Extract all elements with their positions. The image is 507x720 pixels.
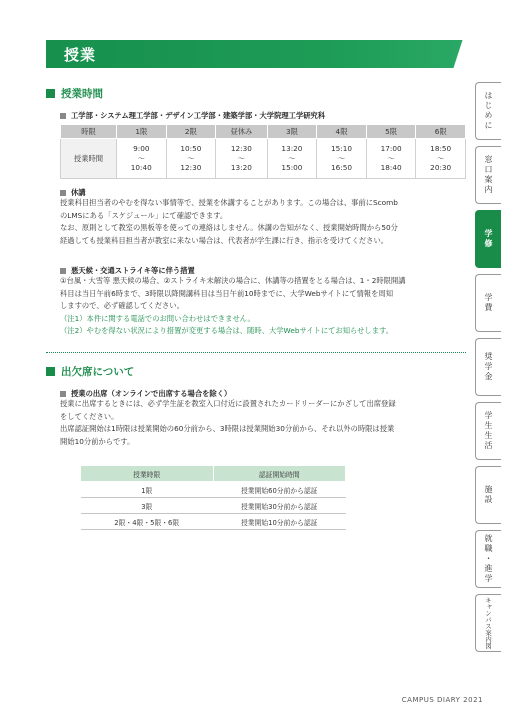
attendance-heading: 授業の出席（オンラインで出席する場合を除く）: [60, 389, 231, 399]
weather-heading: 悪天候・交通ストライキ等に伴う措置: [60, 266, 195, 276]
square-bullet-icon: [60, 391, 66, 397]
weather-note: （注1）本件に関する電話でのお問い合わせはできません。: [60, 313, 255, 323]
square-bullet-icon: [46, 367, 55, 376]
attendance-header-row: [81, 466, 346, 482]
table-row: 3限 授業開始30分前から認証: [81, 498, 346, 514]
side-tab-student-life[interactable]: 学生生活: [475, 402, 501, 460]
page-title: 授業: [64, 46, 97, 64]
timetable-header-row: [61, 125, 466, 139]
timetable-header-cell: 2限: [166, 125, 216, 139]
timetable-cell: 17:00 〜 18:40: [366, 139, 416, 179]
timetable-heading: 工学部・システム理工学部・デザイン工学部・建築学部・大学院理工学研究科: [60, 111, 325, 121]
side-tab-counter-guide[interactable]: 窓口案内: [475, 146, 501, 204]
timetable-cell: 10:50 〜 12:30: [166, 139, 216, 179]
attendance-paragraph: 授業に出席するときには、必ず学生証を教室入口付近に設置されたカードリーダーにかざして出席登録 をしてください。 出席認証開始は1時限は授業開始の60分前から、3時限は授業開始30分前から、それ以外の時限は授業 開始10分前からです。: [60, 399, 396, 446]
side-tab-scholarship[interactable]: 奨学金: [475, 338, 501, 396]
footer-label: CAMPUS DIARY 2021: [401, 696, 483, 704]
table-row: 2限・4限・5限・6限 授業開始10分前から認証: [81, 514, 346, 530]
square-bullet-icon: [46, 89, 55, 98]
timetable-cell: 9:00 〜 10:40: [117, 139, 167, 179]
side-tab-study[interactable]: 学修: [475, 210, 501, 268]
square-bullet-icon: [60, 113, 66, 119]
timetable-header-cell: 5限: [366, 125, 416, 139]
attendance-header-cell: 認証開始時間: [213, 466, 346, 482]
weather-paragraph: ①台風・大雪等 悪天候の場合、②ストライキ未解決の場合に、休講等の措置をとる場合は、1・2時限開講 科目は当日午前6時まで、3時限以降開講科目は当日午前10時までに、大学Webサイトにて情報を周知 しますので、必ず確認してください。 （注1）本件に関する電話でのお問い合わせはできません。 （注2）やむを得ない状況により措置が変更する場合は、随時、大学Webサイトにてお知らせします。: [60, 275, 468, 338]
section-divider: [46, 352, 466, 353]
side-tab-intro[interactable]: はじめに: [475, 82, 501, 140]
timetable-header-cell: 6限: [416, 125, 466, 139]
timetable-cell: 18:50 〜 20:30: [416, 139, 466, 179]
timetable-cell: 12:30 〜 13:20: [216, 139, 268, 179]
timetable-header-cell: 4限: [317, 125, 367, 139]
attendance-table: [80, 465, 346, 530]
square-bullet-icon: [60, 190, 66, 196]
table-row: 1限 授業開始60分前から認証: [81, 482, 346, 498]
side-tab-facilities[interactable]: 施設: [475, 466, 501, 524]
square-bullet-icon: [60, 268, 66, 274]
timetable-row: [61, 139, 466, 179]
timetable-row-label: 授業時間: [61, 139, 117, 179]
section-heading-class-hours: 授業時間: [46, 86, 103, 101]
side-tab-campus-map[interactable]: キャンパス案内図: [475, 594, 501, 652]
weather-note: （注2）やむを得ない状況により措置が変更する場合は、随時、大学Webサイトにてお知らせします。: [60, 326, 393, 336]
timetable-cell: 13:20 〜 15:00: [267, 139, 317, 179]
timetable-header-cell: 時限: [61, 125, 117, 139]
page-title-band: [46, 40, 466, 68]
timetable-header-cell: 昼休み: [216, 125, 268, 139]
side-tab-career[interactable]: 就職・進学: [475, 530, 501, 588]
side-tab-tuition[interactable]: 学費: [475, 274, 501, 332]
attendance-header-cell: 授業時限: [81, 466, 214, 482]
timetable-header-cell: 1限: [117, 125, 167, 139]
timetable-cell: 15:10 〜 16:50: [317, 139, 367, 179]
cancel-heading: 休講: [60, 188, 86, 198]
cancel-paragraph: 授業科目担当者のやむを得ない事情等で、授業を休講することがあります。この場合は、事前にScomb のLMSにある「スケジュール」にて確認できます。 なお、原則として教室の黒板等を使っての連絡はしません。休講の告知がなく、授業開始時間から50分 経過しても授業科目担当者が教室に来ない場合は、代表者が学生課に行き、指示を受けてください。: [60, 198, 398, 245]
section-heading-attendance: 出欠席について: [46, 364, 134, 379]
class-timetable: [60, 124, 466, 179]
timetable-header-cell: 3限: [267, 125, 317, 139]
